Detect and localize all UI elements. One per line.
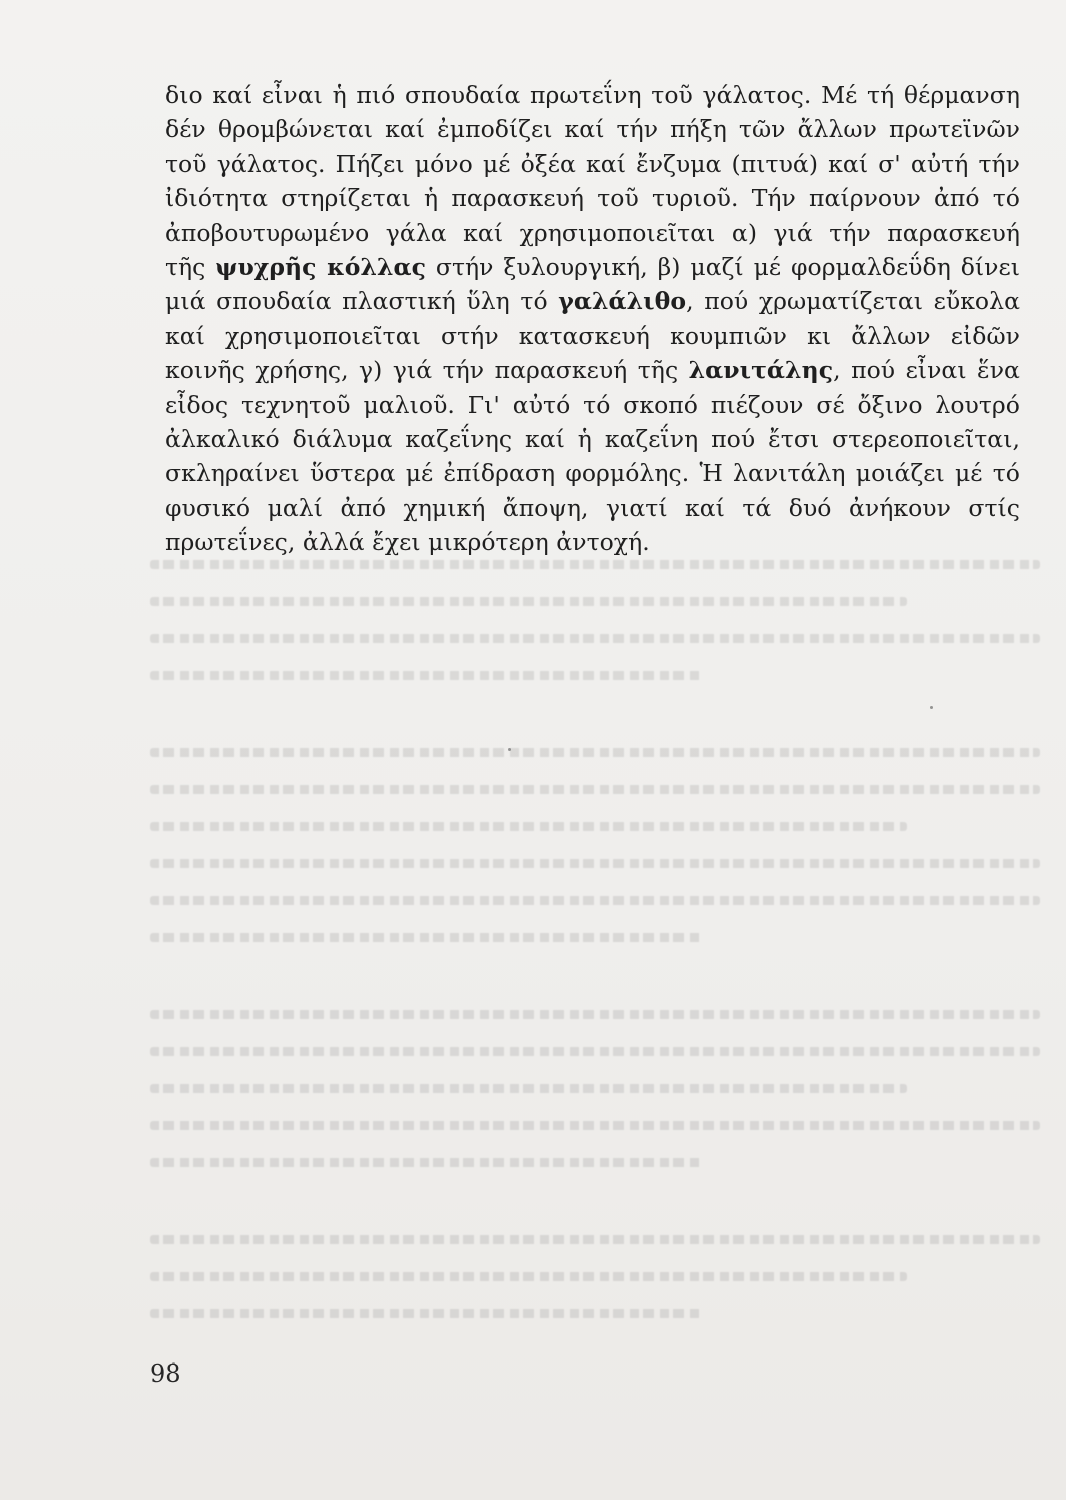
- text-line: [165, 525, 1020, 559]
- page-number: 98: [150, 1360, 181, 1388]
- text-line: [165, 112, 1020, 146]
- text-line: [165, 422, 1020, 456]
- scan-speck: [930, 706, 933, 709]
- text-line: [165, 250, 1020, 284]
- text-span: ἰδιότητα στηρίζεται ἡ παρασκευή τοῦ τυριοῦ. Τήν παίρνουν ἀπό τό: [165, 184, 1020, 213]
- body-text: [165, 78, 1020, 559]
- text-span: ἀλκαλικό διάλυμα καζεΐνης καί ἡ καζεΐνη πού ἔτσι στερεοποιεῖται,: [165, 424, 1020, 453]
- text-span: καί χρησιμοποιεῖται στήν κατασκευή κουμπιῶν κι ἄλλων εἰδῶν: [165, 321, 1020, 350]
- text-span: τοῦ γάλατος. Πήζει μόνο μέ ὀξέα καί ἔνζυμα (πιτυά) καί σ' αὐτή τήν: [165, 149, 1020, 178]
- text-span: , πού εἶναι ἕνα: [833, 356, 1020, 385]
- scan-speck: [508, 748, 511, 751]
- text-line: [165, 147, 1020, 181]
- text-span: φυσικό μαλί ἀπό χημική ἄποψη, γιατί καί τά δυό ἀνήκουν στίς: [165, 493, 1020, 522]
- text-line: [165, 353, 1020, 387]
- reverse-side-bleed-through: [150, 560, 1040, 1280]
- text-line: [165, 284, 1020, 318]
- text-line: [165, 78, 1020, 112]
- text-span: τῆς: [165, 252, 216, 281]
- text-span: ἀποβουτυρωμένο γάλα καί χρησιμοποιεῖται α) γιά τήν παρασκευή: [165, 218, 1020, 247]
- text-line: [165, 456, 1020, 490]
- bold-term-galalith: γαλάλιθο: [558, 287, 687, 316]
- bold-term-cold-glue: ψυχρῆς κόλλας: [215, 252, 427, 281]
- text-line: [165, 181, 1020, 215]
- text-line: [165, 319, 1020, 353]
- text-span: μιά σπουδαία πλαστική ὕλη τό: [165, 287, 559, 316]
- text-span: στήν ξυλουργική, β) μαζί μέ φορμαλδεΰδη δίνει: [426, 252, 1020, 281]
- bold-term-lanital: λανιτάλης: [688, 356, 834, 385]
- text-span: διο καί εἶναι ἡ πιό σπουδαία πρωτεΐνη τοῦ γάλατος. Μέ τή θέρμανση: [165, 81, 1020, 109]
- text-span: σκληραίνει ὕστερα μέ ἐπίδραση φορμόλης. Ἡ λανιτάλη μοιάζει μέ τό: [165, 459, 1020, 488]
- text-line: [165, 216, 1020, 250]
- text-span: , πού χρωματίζεται εὔκολα: [686, 287, 1020, 316]
- text-line: [165, 388, 1020, 422]
- text-span: εἶδος τεχνητοῦ μαλιοῦ. Γι' αὐτό τό σκοπό πιέζουν σέ ὄξινο λουτρό: [165, 390, 1020, 419]
- text-line: [165, 491, 1020, 525]
- text-span: κοινῆς χρήσης, γ) γιά τήν παρασκευή τῆς: [165, 356, 689, 385]
- text-span: πρωτεΐνες, ἀλλά ἔχει μικρότερη ἀντοχή.: [165, 528, 650, 557]
- text-span: δέν θρομβώνεται καί ἐμποδίζει καί τήν πήξη τῶν ἄλλων πρωτεϊνῶν: [165, 115, 1020, 144]
